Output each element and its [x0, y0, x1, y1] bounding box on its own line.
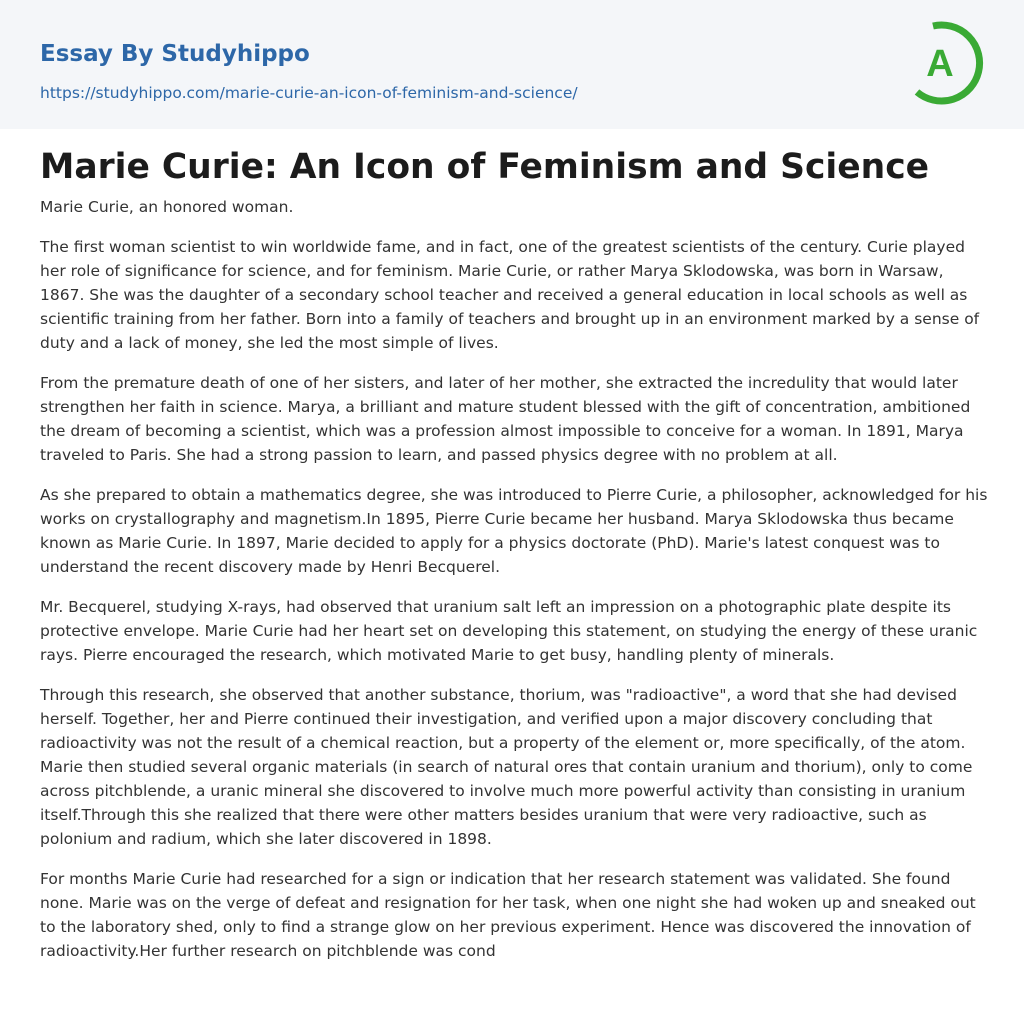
article-paragraph: Mr. Becquerel, studying X-rays, had observed that uranium salt left an impression on a photographic plate despite its protective envelope. Marie Curie had her heart set on developing this statement, on studying the energy of these uranic rays. Pierre encouraged the research, which motivated Marie to get busy, handling plenty of minerals.: [40, 598, 978, 664]
source-url-link[interactable]: https://studyhippo.com/marie-curie-an-icon-of-feminism-and-science/: [40, 84, 578, 102]
article-paragraph: For months Marie Curie had researched for a sign or indication that her research statement was validated. She found none. Marie was on the verge of defeat and resignation for her task, when one night she had woken up and sneaked out to the laboratory shed, only to find a strange glow on her previous experiment. Hence was discovered the innovation of radioactivity.Her further research on pitchblende was cond: [40, 870, 976, 960]
article-paragraph: From the premature death of one of her sisters, and later of her mother, she extracted the incredulity that would later strengthen her faith in science. Marya, a brilliant and mature student blessed with the gift of concentration, ambitioned the dream of becoming a scientist, which was a profession almost impossible to conceive for a woman. In 1891, Marya traveled to Paris. She had a strong passion to learn, and passed physics degree with no problem at all.: [40, 374, 971, 464]
article: [40, 142, 988, 979]
studyhippo-logo-icon[interactable]: [907, 18, 987, 106]
site-brand[interactable]: Essay By Studyhippo: [40, 41, 310, 67]
article-paragraph: Through this research, she observed that another substance, thorium, was "radioactive", a word that she had devised herself. Together, her and Pierre continued their investigation, and verified upon a major discovery concluding that radioactivity was not the result of a chemical reaction, but a property of the element or, more specifically, of the atom. Marie then studied several organic materials (in search of natural ores that contain uranium and thorium), only to come across pitchblende, a uranic mineral she discovered to involve much more powerful activity than consisting in uranium itself.Through this she realized that there were other matters besides uranium that were very radioactive, such as polonium and radium, which she later discovered in 1898.: [40, 686, 973, 848]
article-paragraph: As she prepared to obtain a mathematics degree, she was introduced to Pierre Curie, a philosopher, acknowledged for his works on crystallography and magnetism.In 1895, Pierre Curie became her husband. Marya Sklodowska thus became known as Marie Curie. In 1897, Marie decided to apply for a physics doctorate (PhD). Marie's latest conquest was to understand the recent discovery made by Henri Becquerel.: [40, 486, 988, 576]
article-title: Marie Curie: An Icon of Feminism and Science: [40, 147, 930, 187]
site-header: [0, 0, 1024, 129]
article-paragraph: The first woman scientist to win worldwide fame, and in fact, one of the greatest scientists of the century. Curie played her role of significance for science, and for feminism. Marie Curie, or rather Marya Sklodowska, was born in Warsaw, 1867. She was the daughter of a secondary school teacher and received a general education in local schools as well as scientific training from her father. Born into a family of teachers and brought up in an environment marked by a sense of duty and a lack of money, she led the most simple of lives.: [40, 238, 980, 352]
logo-letter: A: [926, 43, 954, 85]
article-paragraph: Marie Curie, an honored woman.: [40, 198, 294, 216]
